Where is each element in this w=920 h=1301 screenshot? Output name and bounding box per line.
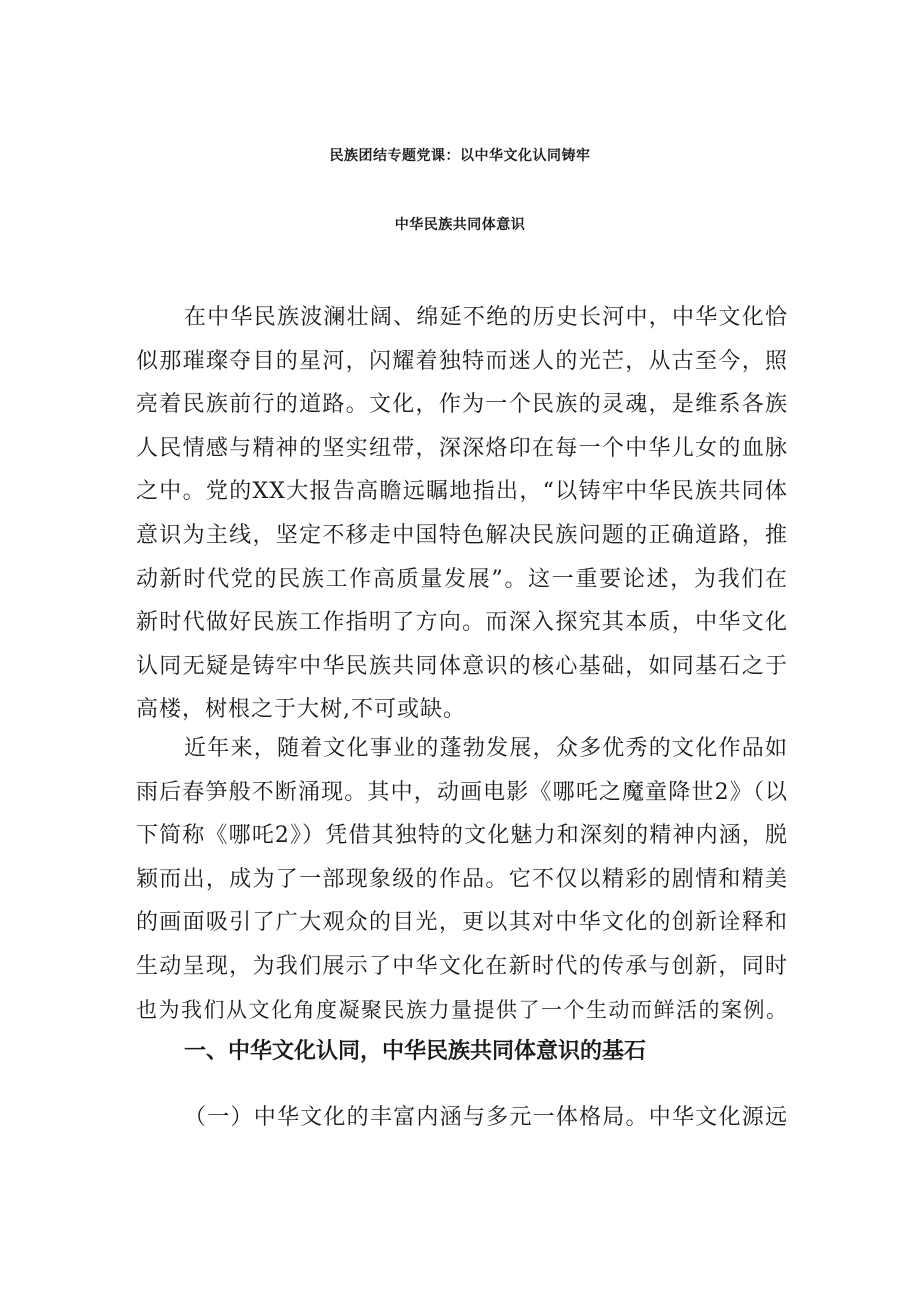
section-heading-1: 一、中华文化认同，中华民族共同体意识的基石 — [184, 1039, 647, 1064]
document-title-line-1: 民族团结专题党课：以中华文化认同铸牢 — [329, 148, 591, 164]
paragraph-intro — [136, 296, 788, 732]
paragraph-line: 意识为主线，坚定不移走中国特色解决民族问题的正确道路，推 — [136, 522, 788, 548]
paragraph-line: 高楼，树根之于大树,不可或缺。 — [136, 697, 466, 723]
paragraph-line: 近年来，随着文化事业的蓬勃发展，众多优秀的文化作品如 — [184, 736, 788, 761]
paragraph-line: 亮着民族前行的道路。文化，作为一个民族的灵魂，是维系各族 — [136, 392, 788, 418]
paragraph-line: 的画面吸引了广大观众的目光，更以其对中华文化的创新诠释和 — [136, 910, 788, 936]
paragraph-line: 生动呈现，为我们展示了中华文化在新时代的传承与创新，同时 — [136, 953, 788, 979]
paragraph-line: 之中。党的XX大报告高瞻远瞩地指出，“以铸牢中华民族共同体 — [136, 479, 788, 505]
paragraph-line: 颖而出，成为了一部现象级的作品。它不仅以精彩的剧情和精美 — [136, 866, 788, 892]
paragraph-line: 似那璀璨夺目的星河，闪耀着独特而迷人的光芒，从古至今，照 — [136, 348, 788, 374]
document-title-line-2: 中华民族共同体意识 — [394, 217, 526, 233]
paragraph-nezha — [136, 727, 788, 1032]
paragraph-line: 也为我们从文化角度凝聚民族力量提供了一个生动而鲜活的案例。 — [136, 997, 788, 1022]
paragraph-line: 雨后春笋般不断涌现。其中，动画电影《哪吒之魔童降世2》（以 — [136, 779, 788, 805]
subsection-line-1: （一）中华文化的丰富内涵与多元一体格局。中华文化源远 — [184, 1105, 788, 1130]
paragraph-line: 下简称《哪吒2》）凭借其独特的文化魅力和深刻的精神内涵，脱 — [136, 823, 788, 849]
paragraph-line: 新时代做好民族工作指明了方向。而深入探究其本质，中华文化 — [136, 610, 788, 636]
paragraph-line: 人民情感与精神的坚实纽带，深深烙印在每一个中华儿女的血脉 — [136, 435, 788, 461]
paragraph-line: 动新时代党的民族工作高质量发展”。这一重要论述，为我们在 — [136, 566, 788, 592]
paragraph-line: 在中华民族波澜壮阔、绵延不绝的历史长河中，中华文化恰 — [184, 305, 788, 330]
paragraph-line: 认同无疑是铸牢中华民族共同体意识的核心基础，如同基石之于 — [136, 653, 788, 679]
